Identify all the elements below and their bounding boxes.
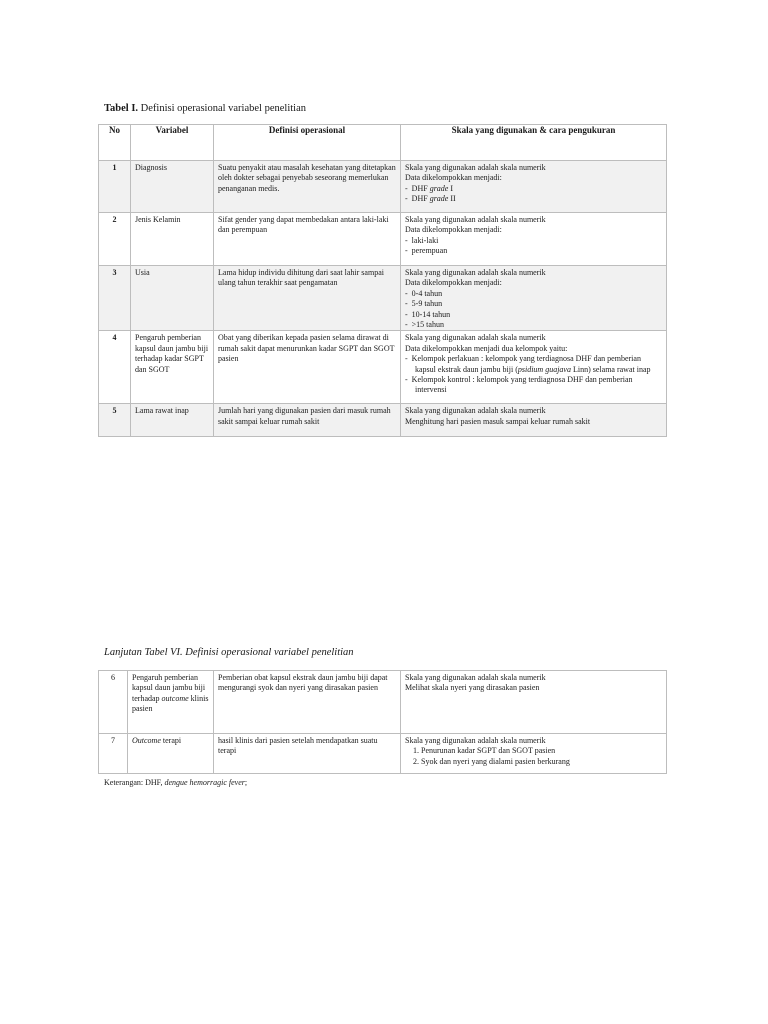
header-definisi: Definisi operasional [214, 125, 401, 161]
table-footnote: Keterangan: DHF, dengue hemorragic fever; [104, 778, 248, 787]
list-item: - DHF grade I [405, 184, 662, 194]
list-item: - 0-4 tahun [405, 289, 662, 299]
row-definisi: Suatu penyakit atau masalah kesehatan yang ditetapkan oleh dokter sebagai penyebab seseorang memerlukan penanganan medis. [214, 161, 401, 213]
row-definisi: Sifat gender yang dapat membedakan antara laki-laki dan perempuan [214, 213, 401, 266]
row-definisi: Lama hidup individu dihitung dari saat lahir sampai ulang tahun terakhir saat pengamatan [214, 266, 401, 331]
list-item: 1. Penurunan kadar SGPT dan SGOT pasien [421, 746, 662, 756]
row-no: 5 [99, 404, 131, 437]
row-skala: Skala yang digunakan adalah skala numerik Data dikelompokkan menjadi: - DHF grade I - DHF grade II [401, 161, 667, 213]
row-skala: Skala yang digunakan adalah skala numerik 1. Penurunan kadar SGPT dan SGOT pasien 2. Syok dan nyeri yang dialami pasien berkurang [401, 734, 667, 774]
row-no: 6 [99, 671, 128, 734]
row-definisi: Obat yang diberikan kepada pasien selama dirawat di rumah sakit dapat menurunkan kadar SGPT dan SGOT pasien [214, 331, 401, 404]
table-row [99, 734, 667, 774]
list-item: - perempuan [405, 246, 662, 256]
list-item: - laki-laki [405, 236, 662, 246]
list-item: - Kelompok kontrol : kelompok yang terdiagnosa DHF dan pemberian intervensi [405, 375, 662, 396]
header-no: No [99, 125, 131, 161]
table-row [99, 404, 667, 437]
table1-header-row [99, 125, 667, 161]
table1-caption: Tabel I. Definisi operasional variabel penelitian [104, 103, 306, 114]
table1 [98, 124, 667, 437]
row-no: 3 [99, 266, 131, 331]
row-skala: Skala yang digunakan adalah skala numerik Data dikelompokkan menjadi: - laki-laki - perempuan [401, 213, 667, 266]
list-item: - >15 tahun [405, 320, 662, 330]
row-skala: Skala yang digunakan adalah skala numerik Data dikelompokkan menjadi dua kelompok yaitu: - Kelompok perlakuan : kelompok yang terdiagnosa DHF dan pemberian kapsul ekstrak daun jambu biji (psidium guajava Linn) selama rawat inap - Kelompok kontrol : kelompok yang terdiagnosa DHF dan pemberian intervensi [401, 331, 667, 404]
row-skala: Skala yang digunakan adalah skala numerik Data dikelompokkan menjadi: - 0-4 tahun - 5-9 tahun - 10-14 tahun - >15 tahun [401, 266, 667, 331]
row-variabel: Pengaruh pemberian kapsul daun jambu biji terhadap outcome klinis pasien [128, 671, 214, 734]
list-item: - 5-9 tahun [405, 299, 662, 309]
row-variabel: Lama rawat inap [131, 404, 214, 437]
row-variabel: Pengaruh pemberian kapsul daun jambu biji terhadap kadar SGPT dan SGOT [131, 331, 214, 404]
row-skala: Skala yang digunakan adalah skala numerik Menghitung hari pasien masuk sampai keluar rumah sakit [401, 404, 667, 437]
row-no: 4 [99, 331, 131, 404]
row-variabel: Usia [131, 266, 214, 331]
row-variabel: Diagnosis [131, 161, 214, 213]
table-row [99, 671, 667, 734]
list-item: - Kelompok perlakuan : kelompok yang terdiagnosa DHF dan pemberian kapsul ekstrak daun jambu biji (psidium guajava Linn) selama rawat inap [405, 354, 662, 375]
row-no: 1 [99, 161, 131, 213]
row-definisi: Pemberian obat kapsul ekstrak daun jambu biji dapat mengurangi syok dan nyeri yang dirasakan pasien [214, 671, 401, 734]
table-row [99, 213, 667, 266]
table-row [99, 161, 667, 213]
list-item: - 10-14 tahun [405, 310, 662, 320]
list-item: - DHF grade II [405, 194, 662, 204]
row-skala: Skala yang digunakan adalah skala numerik Melihat skala nyeri yang dirasakan pasien [401, 671, 667, 734]
row-no: 2 [99, 213, 131, 266]
row-definisi: Jumlah hari yang digunakan pasien dari masuk rumah sakit sampai keluar rumah sakit [214, 404, 401, 437]
header-variabel: Variabel [131, 125, 214, 161]
table2 [98, 670, 667, 774]
list-item: 2. Syok dan nyeri yang dialami pasien berkurang [421, 757, 662, 767]
row-no: 7 [99, 734, 128, 774]
table2-caption: Lanjutan Tabel VI. Definisi operasional variabel penelitian [104, 647, 354, 658]
row-definisi: hasil klinis dari pasien setelah mendapatkan suatu terapi [214, 734, 401, 774]
table-row [99, 266, 667, 331]
table-row [99, 331, 667, 404]
header-skala: Skala yang digunakan & cara pengukuran [401, 125, 667, 161]
row-variabel: Outcome terapi [128, 734, 214, 774]
row-variabel: Jenis Kelamin [131, 213, 214, 266]
